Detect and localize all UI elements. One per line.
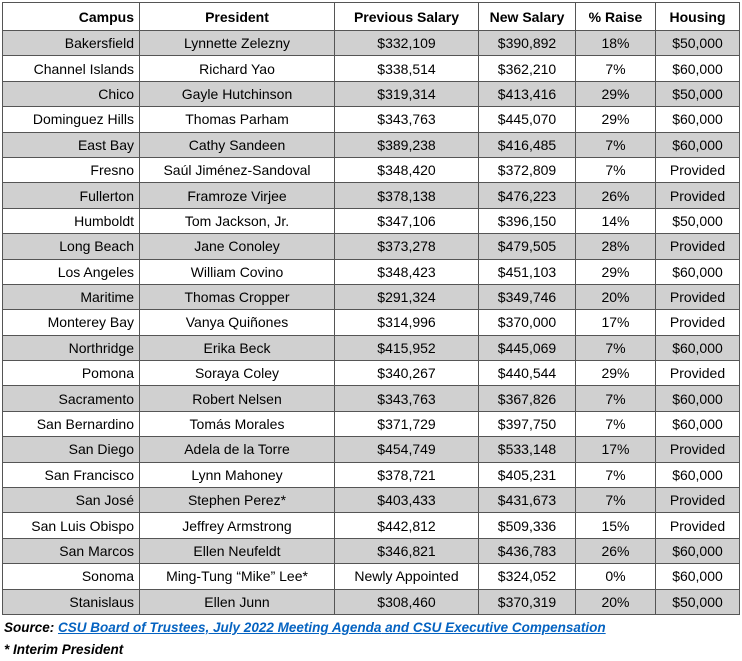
table-row <box>3 81 740 106</box>
cell-housing: Provided <box>656 183 740 208</box>
cell-president: Ellen Neufeldt <box>140 538 335 563</box>
cell-housing: $60,000 <box>656 335 740 360</box>
header-president: President <box>140 3 335 31</box>
cell-raise: 14% <box>576 208 656 233</box>
cell-president: Stephen Perez* <box>140 488 335 513</box>
cell-raise: 26% <box>576 538 656 563</box>
cell-housing: Provided <box>656 361 740 386</box>
cell-new-salary: $413,416 <box>479 81 576 106</box>
cell-campus: Dominguez Hills <box>3 107 140 132</box>
table-row <box>3 589 740 614</box>
cell-housing: $60,000 <box>656 107 740 132</box>
cell-president: Adela de la Torre <box>140 437 335 462</box>
table-row <box>3 157 740 182</box>
president-salary-table <box>2 2 740 615</box>
cell-previous-salary: $347,106 <box>335 208 479 233</box>
cell-new-salary: $451,103 <box>479 259 576 284</box>
cell-housing: Provided <box>656 488 740 513</box>
cell-housing: Provided <box>656 284 740 309</box>
cell-new-salary: $324,052 <box>479 564 576 589</box>
cell-new-salary: $370,000 <box>479 310 576 335</box>
executive-compensation-link[interactable]: CSU Executive Compensation <box>412 620 606 635</box>
cell-previous-salary: $442,812 <box>335 513 479 538</box>
cell-president: Tom Jackson, Jr. <box>140 208 335 233</box>
cell-new-salary: $479,505 <box>479 234 576 259</box>
cell-previous-salary: $415,952 <box>335 335 479 360</box>
header-housing: Housing <box>656 3 740 31</box>
cell-campus: Maritime <box>3 284 140 309</box>
table-row <box>3 56 740 81</box>
cell-raise: 7% <box>576 56 656 81</box>
cell-campus: Chico <box>3 81 140 106</box>
cell-president: Framroze Virjee <box>140 183 335 208</box>
cell-new-salary: $397,750 <box>479 411 576 436</box>
cell-new-salary: $445,070 <box>479 107 576 132</box>
cell-new-salary: $349,746 <box>479 284 576 309</box>
cell-housing: $60,000 <box>656 259 740 284</box>
header-raise: % Raise <box>576 3 656 31</box>
table-row <box>3 538 740 563</box>
cell-new-salary: $509,336 <box>479 513 576 538</box>
cell-campus: Channel Islands <box>3 56 140 81</box>
cell-campus: Pomona <box>3 361 140 386</box>
table-row <box>3 437 740 462</box>
cell-campus: San Francisco <box>3 462 140 487</box>
cell-new-salary: $416,485 <box>479 132 576 157</box>
cell-president: Lynn Mahoney <box>140 462 335 487</box>
table-row <box>3 411 740 436</box>
cell-previous-salary: $348,420 <box>335 157 479 182</box>
footer <box>4 617 606 661</box>
cell-campus: East Bay <box>3 132 140 157</box>
cell-president: Saúl Jiménez-Sandoval <box>140 157 335 182</box>
cell-new-salary: $445,069 <box>479 335 576 360</box>
cell-new-salary: $405,231 <box>479 462 576 487</box>
table-row <box>3 564 740 589</box>
cell-previous-salary: $346,821 <box>335 538 479 563</box>
cell-new-salary: $367,826 <box>479 386 576 411</box>
table-row <box>3 335 740 360</box>
cell-previous-salary: $291,324 <box>335 284 479 309</box>
cell-housing: Provided <box>656 310 740 335</box>
cell-housing: $50,000 <box>656 31 740 56</box>
cell-housing: $60,000 <box>656 462 740 487</box>
cell-president: Erika Beck <box>140 335 335 360</box>
cell-raise: 7% <box>576 462 656 487</box>
cell-new-salary: $370,319 <box>479 589 576 614</box>
cell-previous-salary: $338,514 <box>335 56 479 81</box>
cell-campus: San Bernardino <box>3 411 140 436</box>
table-row <box>3 462 740 487</box>
cell-previous-salary: $378,138 <box>335 183 479 208</box>
cell-president: Lynnette Zelezny <box>140 31 335 56</box>
cell-campus: Humboldt <box>3 208 140 233</box>
table-row <box>3 31 740 56</box>
cell-raise: 29% <box>576 81 656 106</box>
cell-new-salary: $390,892 <box>479 31 576 56</box>
board-agenda-link[interactable]: CSU Board of Trustees, July 2022 Meeting Agenda <box>58 620 382 635</box>
header-new-salary: New Salary <box>479 3 576 31</box>
cell-campus: Sonoma <box>3 564 140 589</box>
cell-president: Robert Nelsen <box>140 386 335 411</box>
cell-previous-salary: $340,267 <box>335 361 479 386</box>
table-row <box>3 107 740 132</box>
cell-president: Ellen Junn <box>140 589 335 614</box>
table-row <box>3 513 740 538</box>
cell-new-salary: $431,673 <box>479 488 576 513</box>
cell-campus: San Luis Obispo <box>3 513 140 538</box>
cell-raise: 29% <box>576 107 656 132</box>
cell-president: Thomas Parham <box>140 107 335 132</box>
cell-previous-salary: $454,749 <box>335 437 479 462</box>
cell-campus: Stanislaus <box>3 589 140 614</box>
cell-previous-salary: $314,996 <box>335 310 479 335</box>
cell-housing: $60,000 <box>656 564 740 589</box>
cell-housing: $50,000 <box>656 208 740 233</box>
table-row <box>3 361 740 386</box>
cell-raise: 7% <box>576 157 656 182</box>
table-row <box>3 284 740 309</box>
cell-housing: $50,000 <box>656 589 740 614</box>
and-text[interactable]: and <box>381 620 413 635</box>
cell-president: Gayle Hutchinson <box>140 81 335 106</box>
cell-raise: 20% <box>576 284 656 309</box>
cell-new-salary: $372,809 <box>479 157 576 182</box>
cell-raise: 7% <box>576 132 656 157</box>
table-row <box>3 234 740 259</box>
cell-raise: 20% <box>576 589 656 614</box>
interim-note: * Interim President <box>4 642 124 657</box>
cell-president: Ming-Tung “Mike” Lee* <box>140 564 335 589</box>
cell-previous-salary: $343,763 <box>335 107 479 132</box>
cell-raise: 7% <box>576 488 656 513</box>
cell-campus: Bakersfield <box>3 31 140 56</box>
cell-campus: Long Beach <box>3 234 140 259</box>
cell-president: Tomás Morales <box>140 411 335 436</box>
cell-previous-salary: $378,721 <box>335 462 479 487</box>
cell-campus: San José <box>3 488 140 513</box>
cell-raise: 29% <box>576 259 656 284</box>
cell-housing: $60,000 <box>656 411 740 436</box>
cell-raise: 28% <box>576 234 656 259</box>
cell-campus: Sacramento <box>3 386 140 411</box>
cell-president: Jeffrey Armstrong <box>140 513 335 538</box>
cell-new-salary: $533,148 <box>479 437 576 462</box>
cell-raise: 7% <box>576 386 656 411</box>
table-row <box>3 183 740 208</box>
source-label: Source: <box>4 620 59 635</box>
cell-new-salary: $440,544 <box>479 361 576 386</box>
cell-housing: $50,000 <box>656 81 740 106</box>
cell-campus: Northridge <box>3 335 140 360</box>
header-row <box>3 3 740 31</box>
cell-president: Vanya Quiñones <box>140 310 335 335</box>
header-campus: Campus <box>3 3 140 31</box>
cell-campus: Fullerton <box>3 183 140 208</box>
cell-campus: San Marcos <box>3 538 140 563</box>
cell-previous-salary: $373,278 <box>335 234 479 259</box>
cell-previous-salary: $332,109 <box>335 31 479 56</box>
cell-campus: Monterey Bay <box>3 310 140 335</box>
cell-raise: 17% <box>576 310 656 335</box>
cell-campus: Fresno <box>3 157 140 182</box>
cell-previous-salary: $348,423 <box>335 259 479 284</box>
cell-housing: $60,000 <box>656 56 740 81</box>
cell-previous-salary: Newly Appointed <box>335 564 479 589</box>
cell-raise: 29% <box>576 361 656 386</box>
table-row <box>3 488 740 513</box>
cell-previous-salary: $319,314 <box>335 81 479 106</box>
cell-housing: Provided <box>656 513 740 538</box>
cell-housing: $60,000 <box>656 132 740 157</box>
cell-president: Soraya Coley <box>140 361 335 386</box>
cell-president: Jane Conoley <box>140 234 335 259</box>
cell-housing: $60,000 <box>656 538 740 563</box>
cell-president: Thomas Cropper <box>140 284 335 309</box>
cell-president: Richard Yao <box>140 56 335 81</box>
cell-housing: Provided <box>656 157 740 182</box>
table-row <box>3 259 740 284</box>
header-previous-salary: Previous Salary <box>335 3 479 31</box>
cell-president: William Covino <box>140 259 335 284</box>
cell-previous-salary: $389,238 <box>335 132 479 157</box>
cell-housing: $60,000 <box>656 386 740 411</box>
cell-previous-salary: $403,433 <box>335 488 479 513</box>
cell-raise: 17% <box>576 437 656 462</box>
cell-housing: Provided <box>656 234 740 259</box>
cell-president: Cathy Sandeen <box>140 132 335 157</box>
cell-previous-salary: $371,729 <box>335 411 479 436</box>
cell-new-salary: $396,150 <box>479 208 576 233</box>
cell-raise: 7% <box>576 335 656 360</box>
cell-new-salary: $436,783 <box>479 538 576 563</box>
cell-new-salary: $362,210 <box>479 56 576 81</box>
table-row <box>3 310 740 335</box>
cell-raise: 18% <box>576 31 656 56</box>
cell-raise: 0% <box>576 564 656 589</box>
table-row <box>3 208 740 233</box>
cell-raise: 15% <box>576 513 656 538</box>
cell-previous-salary: $308,460 <box>335 589 479 614</box>
cell-housing: Provided <box>656 437 740 462</box>
table-row <box>3 386 740 411</box>
cell-campus: Los Angeles <box>3 259 140 284</box>
cell-campus: San Diego <box>3 437 140 462</box>
source-line <box>4 617 606 639</box>
cell-previous-salary: $343,763 <box>335 386 479 411</box>
cell-raise: 7% <box>576 411 656 436</box>
cell-new-salary: $476,223 <box>479 183 576 208</box>
cell-raise: 26% <box>576 183 656 208</box>
table-row <box>3 132 740 157</box>
